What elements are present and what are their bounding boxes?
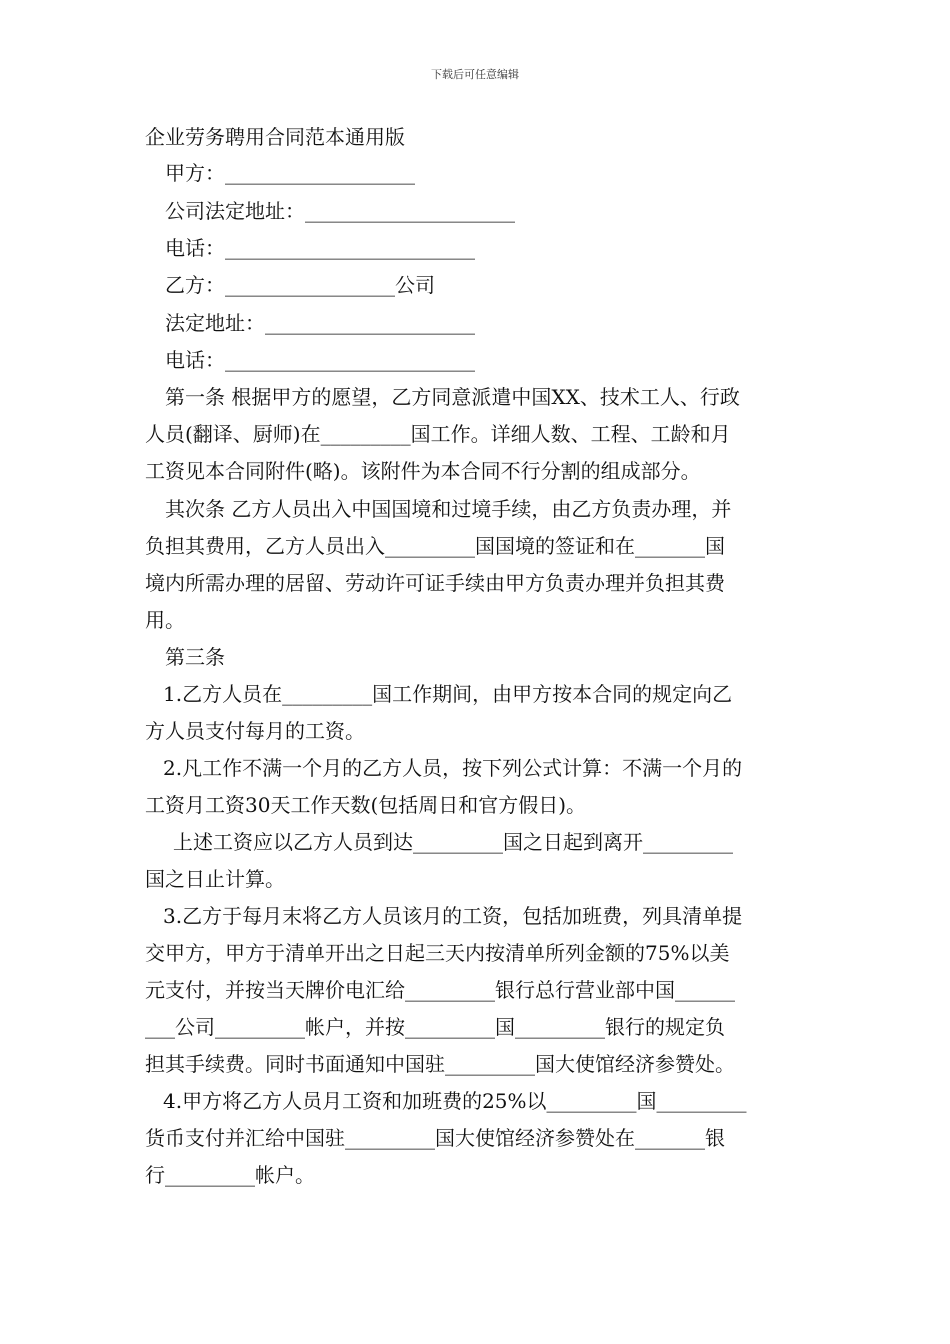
article1-line: 第一条 根据甲方的愿望，乙方同意派遣中国XX、技术工人、行政	[165, 385, 740, 409]
article1-line: 工资见本合同附件(略)。该附件为本合同不行分割的组成部分。	[145, 459, 701, 483]
article2-line: 其次条 乙方人员出入中国国境和过境手续，由乙方负责办理，并	[165, 497, 732, 521]
article3-item3-line: 担其手续费。同时书面通知中国驻_________国大使馆经济参赞处。	[145, 1052, 735, 1076]
article3-item4-line: 4.甲方将乙方人员月工资和加班费的25%以_________国_________	[163, 1089, 747, 1113]
article3-item1-line: 1.乙方人员在_________国工作期间，由甲方按本合同的规定向乙	[163, 682, 733, 706]
party-a-phone: 电话：_________________________	[165, 236, 475, 260]
party-b-address: 法定地址：_____________________	[165, 311, 475, 335]
article3-item3-line: 3.乙方于每月末将乙方人员该月的工资，包括加班费，列具清单提	[163, 904, 743, 928]
article3-item3-line: 交甲方，甲方于清单开出之日起三天内按清单所列金额的75%以美	[145, 941, 730, 965]
article3-item4-line: 货币支付并汇给中国驻_________国大使馆经济参赞处在_______银	[145, 1126, 725, 1150]
article3-item4-line: 行_________帐户。	[145, 1163, 315, 1187]
article2-line: 负担其费用，乙方人员出入_________国国境的签证和在_______国	[145, 534, 725, 558]
article3-item3-line: ___公司_________帐户，并按_________国_________银行的规定负	[145, 1015, 725, 1039]
party-b-phone: 电话：_________________________	[165, 348, 475, 372]
article3-item2-line: 2.凡工作不满一个月的乙方人员，按下列公式计算：不满一个月的	[163, 756, 743, 780]
article2-line: 用。	[145, 608, 185, 632]
header-note: 下载后可任意编辑	[431, 68, 519, 81]
article3-heading: 第三条	[165, 645, 225, 669]
article3-item2-line: 工资月工资30天工作天数(包括周日和官方假日)。	[145, 793, 587, 817]
party-a-label: 甲方：___________________	[165, 161, 415, 185]
article2-line: 境内所需办理的居留、劳动许可证手续由甲方负责办理并负担其费	[145, 571, 725, 595]
article1-line: 人员(翻译、厨师)在_________国工作。详细人数、工程、工龄和月	[145, 422, 731, 446]
article3-note-line: 上述工资应以乙方人员到达_________国之日起到离开_________	[173, 830, 733, 854]
article3-item3-line: 元支付，并按当天牌价电汇给_________银行总行营业部中国______	[145, 978, 735, 1002]
article3-note-line: 国之日止计算。	[145, 867, 285, 891]
party-b-label: 乙方：_________________公司	[165, 273, 435, 297]
party-a-address: 公司法定地址：_____________________	[165, 199, 515, 223]
article3-item1-line: 方人员支付每月的工资。	[145, 719, 365, 743]
document-title: 企业劳务聘用合同范本通用版	[145, 125, 405, 149]
